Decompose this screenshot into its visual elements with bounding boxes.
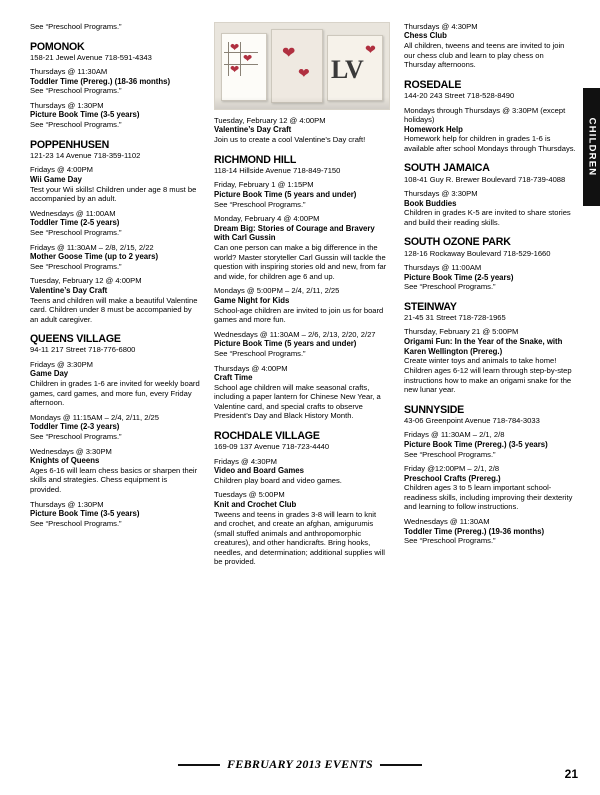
column-2 [214, 22, 390, 722]
section-tab-label: CHILDREN [586, 117, 597, 177]
column-3 [404, 22, 576, 722]
cross-reference: See “Preschool Programs.” [30, 86, 122, 96]
event-title: Knights of Queens [30, 456, 100, 466]
event-time: Wednesdays @ 11:00AM [30, 208, 116, 218]
venue-address-queens-village: 94-11 217 Street 718-776-6800 [30, 345, 136, 355]
event-title: Picture Book Time (5 years and under) [214, 189, 357, 199]
event-title: Preschool Crafts (Prereg.) [404, 473, 501, 483]
event-title: Craft Time [214, 373, 253, 383]
event-title: Mother Goose Time (up to 2 years) [30, 252, 159, 262]
event-time: Thursdays @ 1:30PM [30, 101, 104, 110]
event-time: Fridays @ 11:30AM – 2/1, 2/8 [404, 430, 505, 440]
event-time: Friday, February 1 @ 1:15PM [214, 180, 314, 190]
event-title: Valentine’s Day Craft [30, 285, 108, 295]
event-title: Toddler Time (2-3 years) [30, 422, 120, 432]
event-title: Valentine’s Day Craft [214, 125, 292, 135]
column-1 [30, 22, 200, 722]
photo-shadow [215, 97, 389, 109]
event-time: Fridays @ 11:30AM – 2/8, 2/15, 2/22 [30, 242, 154, 252]
cross-reference: See “Preschool Programs.” [30, 518, 122, 528]
venue-address-steinway: 21-45 31 Street 718-728-1965 [404, 313, 506, 322]
event-title: Knit and Crochet Club [214, 499, 297, 509]
event-title: Video and Board Games [214, 466, 304, 476]
event-description: Children in grades K-5 are invited to share stories and build their reading skills. [404, 208, 571, 227]
event-time: Tuesday, February 12 @ 4:00PM [214, 116, 326, 125]
event-time: Mondays through Thursdays @ 3:30PM (except holidays) [404, 105, 566, 125]
venue-address-rosedale: 144-20 243 Street 718-528-8490 [404, 91, 515, 101]
venue-name-pomonok: POMONOK [30, 40, 85, 53]
venue-address-pomonok: 158-21 Jewel Avenue 718-591-4343 [30, 52, 152, 62]
craft-card-middle: ❤ ❤ [271, 29, 323, 103]
event-time: Wednesdays @ 3:30PM [30, 446, 112, 456]
event-title: Picture Book Time (3-5 years) [30, 508, 140, 518]
page-number: 21 [564, 767, 578, 781]
event-time: Wednesdays @ 11:30AM – 2/6, 2/13, 2/20, 2/27 [214, 329, 376, 339]
event-title: Picture Book Time (Prereg.) (3-5 years) [404, 439, 548, 449]
craft-card-left: ❤ ❤ ❤ [221, 33, 267, 101]
event-title: Origami Fun: In the Year of the Snake, with Karen Wellington (Prereg.) [404, 336, 563, 356]
event-description: Test your Wii skills! Children under age 8 must be accompanied by an adult. [30, 184, 197, 204]
footer-title: FEBRUARY 2013 EVENTS [226, 757, 374, 771]
event-title: Toddler Time (Prereg.) (18-36 months) [30, 76, 171, 86]
venue-name-south-jamaica: SOUTH JAMAICA [404, 162, 490, 175]
event-description: All children, tweens and teens are invited to join our chess club and learn to play chess on Thursday afternoons. [404, 41, 565, 70]
event-title: Toddler Time (2-5 years) [30, 218, 120, 228]
venue-address-south-jamaica: 108-41 Guy R. Brewer Boulevard 718-739-4088 [404, 174, 566, 184]
event-title: Book Buddies [404, 198, 457, 208]
venue-name-richmond-hill: RICHMOND HILL [214, 153, 297, 166]
event-description: Ages 6-16 will learn chess basics or sharpen their skills and strategies. Chess equipment is provided. [30, 465, 198, 494]
heart-icon: ❤ [365, 42, 376, 57]
event-time: Thursdays @ 3:30PM [404, 189, 478, 199]
cross-reference: See “Preschool Programs.” [30, 228, 122, 237]
event-time: Thursday, February 21 @ 5:00PM [404, 327, 519, 337]
event-time: Fridays @ 4:30PM [214, 456, 277, 466]
cross-reference: See “Preschool Programs.” [30, 120, 122, 130]
event-description: School-age children are invited to join us for board games and more fun. [214, 305, 384, 325]
venue-name-sunnyside: SUNNYSIDE [404, 403, 465, 416]
event-description: Tweens and teens in grades 3-8 will learn to knit and crochet, and create an afghan, amigurumis (small stuffed animals and anthropomorphic creatures), and other handicrafts. Bring hooks, needles, and determination; additional supplies will be provided. [214, 509, 385, 567]
craft-letters: LV [331, 55, 363, 84]
venue-name-poppenhusen: POPPENHUSEN [30, 138, 110, 151]
event-title: Toddler Time (Prereg.) (19-36 months) [404, 526, 545, 536]
cross-reference: See “Preschool Programs.” [30, 22, 122, 31]
event-description: Join us to create a cool Valentine’s Day craft! [214, 135, 366, 145]
event-time: Fridays @ 3:30PM [30, 359, 93, 369]
event-time: Friday @12:00PM – 2/1, 2/8 [404, 464, 500, 474]
venue-name-rosedale: ROSEDALE [404, 78, 462, 91]
venue-address-south-ozone-park: 128-16 Rockaway Boulevard 718-529-1660 [404, 248, 551, 258]
event-title: Dream Big: Stories of Courage and Bravery with Carl Gussin [214, 223, 375, 243]
event-time: Monday, February 4 @ 4:00PM [214, 214, 320, 224]
footer-rule-right [380, 764, 422, 766]
event-description: Children in grades 1-6 are invited for weekly board games, card games, and more fun, every Friday afternoon. [30, 379, 200, 408]
event-time: Thursdays @ 4:30PM [404, 22, 478, 31]
venue-address-poppenhusen: 121-23 14 Avenue 718-359-1102 [30, 150, 141, 160]
event-description: Can one person can make a big difference in the world? Master storyteller Carl Gussin will tackle the question with inspiring stories old and new, from far and wide, for children age 6 and up. [214, 243, 387, 281]
event-title: Picture Book Time (5 years and under) [214, 339, 357, 349]
cross-reference: See “Preschool Programs.” [214, 348, 306, 358]
cross-reference: See “Preschool Programs.” [404, 536, 496, 546]
page-footer [0, 757, 600, 779]
event-time: Mondays @ 5:00PM – 2/4, 2/11, 2/25 [214, 286, 340, 296]
event-description: Teens and children will make a beautiful Valentine card. Children under 8 must be accompanied by an adult caregiver. [30, 295, 198, 324]
venue-name-south-ozone-park: SOUTH OZONE PARK [404, 236, 511, 249]
event-time: Thursdays @ 4:00PM [214, 363, 288, 373]
venue-address-richmond-hill: 118-14 Hillside Avenue 718-849-7150 [214, 165, 341, 175]
event-title: Chess Club [404, 31, 447, 41]
cross-reference: See “Preschool Programs.” [404, 449, 496, 459]
event-title: Wii Game Day [30, 174, 82, 184]
article-columns [30, 22, 582, 722]
event-title: Picture Book Time (3-5 years) [30, 110, 140, 120]
event-time: Thursdays @ 1:30PM [30, 499, 104, 509]
valentines-day-craft-photo [214, 22, 390, 110]
event-description: Children play board and video games. [214, 475, 342, 485]
cross-reference: See “Preschool Programs.” [30, 261, 122, 271]
venue-address-rochdale-village: 169-09 137 Avenue 718-723-4440 [214, 442, 330, 452]
event-time: Thursdays @ 11:30AM [30, 67, 108, 77]
venue-name-queens-village: QUEENS VILLAGE [30, 333, 121, 346]
event-title: Picture Book Time (2-5 years) [404, 272, 514, 282]
venue-name-steinway: STEINWAY [404, 300, 457, 313]
event-title: Homework Help [404, 124, 463, 134]
venue-name-rochdale-village: ROCHDALE VILLAGE [214, 430, 320, 443]
event-description: Homework help for children in grades 1-6 is available after school Mondays through Thursdays. [404, 134, 576, 153]
event-description: School age children will make seasonal crafts, including a paper lantern for Chinese New Year, a Valentine card, and special crafts to observe President’s Day and Black History Month. [214, 382, 381, 421]
event-description: Children ages 3 to 5 learn important school-readiness skills, including improving their dexterity and learning to follow instructions. [404, 483, 573, 512]
venue-address-sunnyside: 43-06 Greenpoint Avenue 718-784-3033 [404, 415, 540, 425]
event-time: Thursdays @ 11:00AM [404, 263, 482, 273]
event-description: Create winter toys and animals to take home! Children ages 6-12 will learn through step-by-step instructions how to make an origami snake for the new lunar year. [404, 356, 572, 395]
section-tab-children [583, 88, 600, 206]
event-time: Tuesday, February 12 @ 4:00PM [30, 276, 142, 286]
event-time: Wednesdays @ 11:30AM [404, 517, 490, 527]
event-title: Game Day [30, 369, 69, 379]
event-time: Tuesdays @ 5:00PM [214, 490, 285, 500]
footer-rule-left [178, 764, 220, 766]
cross-reference: See “Preschool Programs.” [404, 282, 496, 292]
cross-reference: See “Preschool Programs.” [30, 432, 122, 442]
event-time: Mondays @ 11:15AM – 2/4, 2/11, 2/25 [30, 412, 160, 422]
event-time: Fridays @ 4:00PM [30, 165, 93, 175]
cross-reference: See “Preschool Programs.” [214, 199, 306, 209]
event-title: Game Night for Kids [214, 295, 290, 305]
